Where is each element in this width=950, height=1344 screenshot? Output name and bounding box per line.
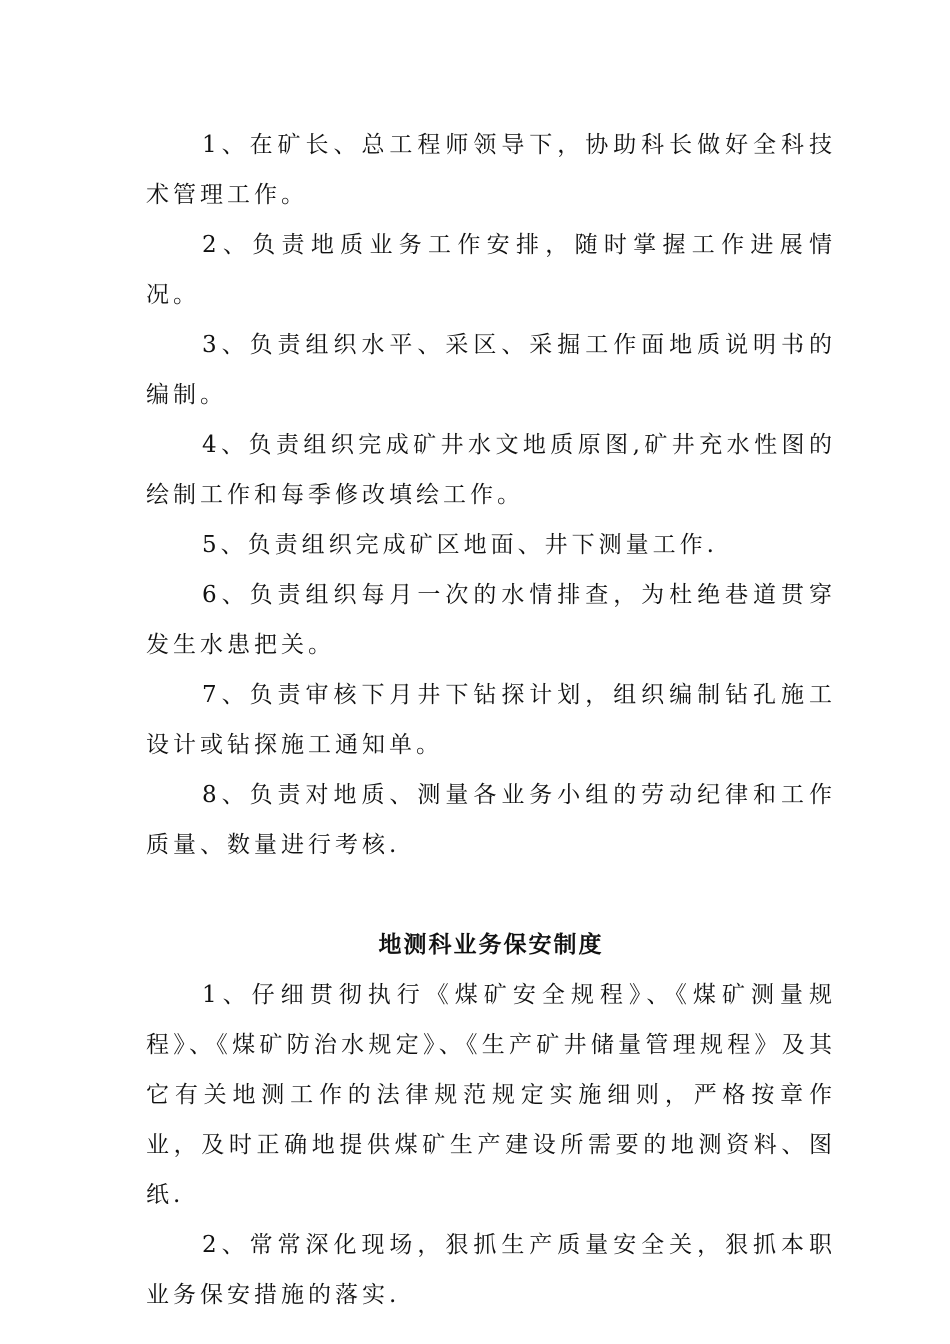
safety-rules-list: [146, 970, 836, 1320]
safety-rule-item-2: 2、常常深化现场，狠抓生产质量安全关，狠抓本职业务保安措施的落实.: [146, 1232, 836, 1308]
section-spacer: [146, 870, 836, 920]
responsibility-item-7: 7、负责审核下月井下钻探计划，组织编制钻孔施工设计或钻探施工通知单。: [146, 682, 836, 758]
section-title: 地测科业务保安制度: [378, 932, 604, 958]
responsibility-item-3: 3、负责组织水平、采区、采掘工作面地质说明书的编制。: [146, 332, 836, 408]
safety-rule-item-1: 1、仔细贯彻执行《煤矿安全规程》、《煤矿测量规程》、《煤矿防治水规定》、《生产矿井储量管理规程》及其它有关地测工作的法律规范规定实施细则，严格按章作业，及时正确地提供煤矿生产建设所需要的地测资料、图纸.: [146, 982, 836, 1208]
responsibility-item-8: 8、负责对地质、测量各业务小组的劳动纪律和工作质量、数量进行考核.: [146, 782, 836, 858]
responsibility-item-1: 1、在矿长、总工程师领导下，协助科长做好全科技术管理工作。: [146, 132, 836, 208]
responsibility-item-4: 4、负责组织完成矿井水文地质原图,矿井充水性图的绘制工作和每季修改填绘工作。: [146, 432, 836, 508]
responsibility-item-6: 6、负责组织每月一次的水情排查，为杜绝巷道贯穿发生水患把关。: [146, 582, 836, 658]
responsibility-item-2: 2、负责地质业务工作安排，随时掌握工作进展情况。: [146, 232, 836, 308]
responsibilities-list: [146, 120, 836, 870]
document-body: [146, 120, 836, 1320]
responsibility-item-5: 5、负责组织完成矿区地面、井下测量工作.: [202, 532, 718, 558]
